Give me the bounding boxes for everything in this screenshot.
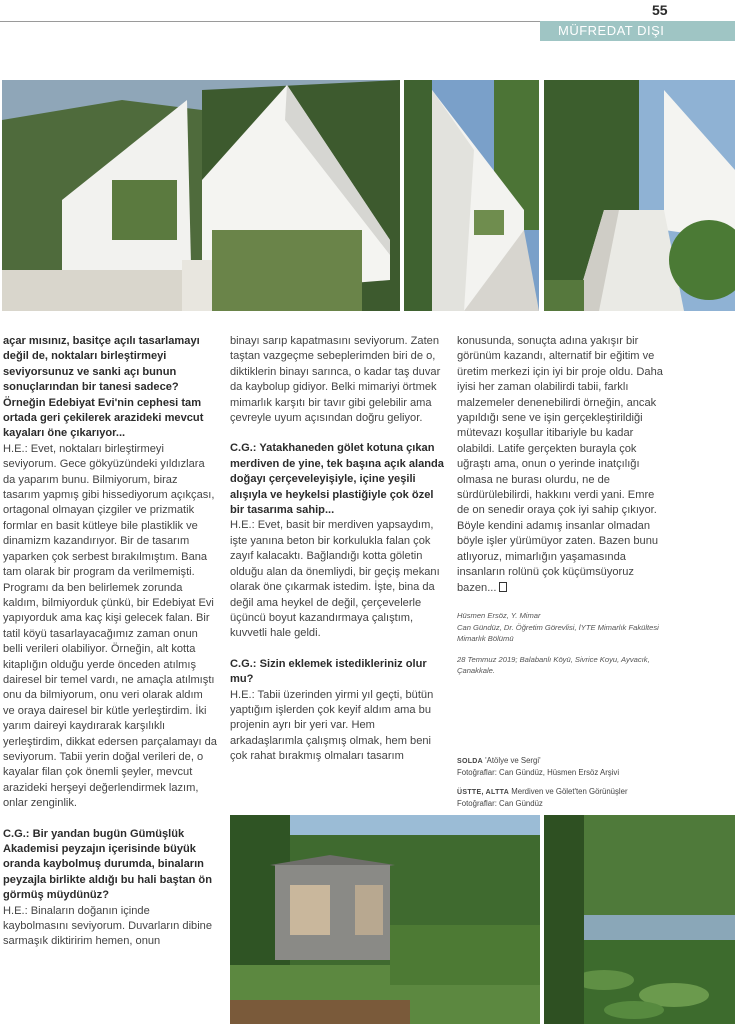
credit-person-2: Can Gündüz, Dr. Öğretim Görevlisi, İYTE Mimarlık Fakültesi Mimarlık Bölümü: [457, 622, 659, 643]
photo-pond-lilies: [544, 815, 735, 1024]
caption-title: Merdiven ve Gölet'ten Görünüşler: [511, 787, 628, 796]
column-2: [230, 334, 444, 765]
photo-stairs-left: [404, 80, 539, 311]
column-3: [457, 334, 669, 596]
photo-atelier: [2, 80, 400, 311]
page-number: 55: [652, 2, 668, 18]
section-banner: MÜFREDAT DIŞI: [540, 21, 735, 41]
photo-icon: [230, 815, 540, 1024]
answer-text: H.E.: Evet, noktaları birleştirmeyi seviyorum. Gece gökyüzündeki yıldızlara da yaparım bunu. Bilmiyorum, biraz tasarım yapmış gibi hissediyorum açıkçası, ortagonal olmayan çizgiler ve prizmatik formlar en basit kütleye bile plastiklik ve dinamizm kazandırıyor. Bir de tasarım yaparken çok serbest bırakılmıştım. Bana tam olarak bir program da verilmemişti. Programı da ben belirlemek zorunda kaldım, bilmiyorduk çünkü, bir Edebiyat Evi yapıyorduk ama kaç kişi gelecek falan. Bir tatil köyü tasarlayacağımız zaman onun belli verileri olabiliyor. Örneğin, alt kotta kitaplığın olduğu yerde önceden atılmış dairesel bir temel vardı, ne amaçla atılmıştı onu da bilmiyorum, onu veri olarak aldım ve oraya dairesel bir kütle yerleştirdim. İki yarım daireyi kaydırarak karşılıklı yerleştirdim, dikkat edersen parçalamayı da seviyorum. Tabii yerin doğal verileri de, o kayalar filan çok önemli şeyler, mevcut arazideki herşeyi değerlendirmek lazım, onlar zenginlik.: [3, 442, 217, 810]
credit-date-place: 28 Temmuz 2019; Balabanlı Köyü, Sivrice Koyu, Ayvacık, Çanakkale.: [457, 654, 650, 675]
end-mark-icon: [499, 582, 507, 592]
photo-stairs-right: [544, 80, 735, 311]
photo-pond-building: [230, 815, 540, 1024]
photo-icon: [404, 80, 539, 311]
caption-title: 'Atölye ve Sergi': [485, 756, 541, 765]
question-text: C.G.: Yatakhaneden gölet kotuna çıkan merdiven de yine, tek başına açık alanda doğayı çerçeveleyişiyle, içine yeşili alışıyla ve heykelsi plastiğiyle çok özel bir tasarıma sahip...: [230, 442, 444, 517]
photo-icon: [2, 80, 400, 311]
answer-text: konusunda, sonuçta adına yakışır bir görünüm kazandı, alternatif bir eğitim ve üretim merkezi için iyi bir proje oldu. Daha iyisi her zaman olabilirdi tabii, farklı malzemeler denenebilirdi örneğin, ancak yapıldığı sene ve işin gerçekleştirildiği mütevazı koşullar itibariyle bu kadar olabildi. Latife gerçekten burayla çok uğraştı ama, onun o yerinde inatçılığı olmasa ne burası olurdu, ne de sürdürülebilirdi, hakkını verdi yani. Emre de on senedir oraya çok iyi sahip çıkıyor. Böyle kendini adamış insanlar olmadan böyle işler yürümüyor zaten. Bazen bunu atlıyoruz, mimarlığın yaşamasında insanların rolünü çok küçümsüyoruz bazen...: [457, 335, 663, 594]
caption-photo-credit: Fotoğraflar: Can Gündüz: [457, 799, 543, 808]
photo-icon: [544, 815, 735, 1024]
answer-text: H.E.: Tabii üzerinden yirmi yıl geçti, bütün yaptığım işlerden çok keyif aldım ama bu projenin ayrı bir yeri var. Hem arkadaşlarımla çalışmış olmak, hem beni çok rahat bırakmış olmaları tasarım: [230, 688, 434, 763]
credit-person-1: Hüsmen Ersöz, Y. Mimar: [457, 611, 541, 620]
interview-credits: [457, 610, 672, 677]
caption-photo-credit: Fotoğraflar: Can Gündüz, Hüsmen Ersöz Arşivi: [457, 768, 620, 777]
question-text: C.G.: Sizin eklemek istedikleriniz olur mu?: [230, 657, 427, 686]
question-text: C.G.: Bir yandan bugün Gümüşlük Akademisi peyzajın içerisinde büyük oranda kaybolmuş durumda, binaların peyzajla birlikte aldığı bu hali baştan ön görmüş müydünüz?: [3, 827, 212, 902]
photo-icon: [544, 80, 735, 311]
answer-text: H.E.: Binaların doğanın içinde kaybolmasını seviyorum. Duvarların dibine sarmaşık diktiririm hemen, onun: [3, 904, 213, 948]
answer-text: binayı sarıp kapatmasını seviyorum. Zaten taştan vazgeçme sebeplerimden biri de o, diktiklerin binayı sarınca, o kadar taş duvar da kaybolup gidiyor. Belki mimariyi örtmek mimarlık karşıtı bir tavır gibi gelebilir ama çevreyle uyum açısından doğru geliyor.: [230, 335, 441, 425]
caption-top-bottom: [457, 786, 672, 809]
answer-text: H.E.: Evet, basit bir merdiven yapsaydım, işte yanına beton bir korkulukla falan çok zayıf kalacaktı. Bağlandığı kotta göletin olduğu alan da önemliydi, bir geçiş mekanı olarak öne çıkarmak istedim. İşte, bina da değil ama heykel de değil, çerçevelerle üçüncü boyut kazandırmaya çalıştım, kuvvetli hale geldi.: [230, 519, 440, 640]
caption-left: [457, 755, 672, 778]
question-text: açar mısınız, basitçe açılı tasarlamayı değil de, noktaları birleştirmeyi seviyorsunuz ve sanki açı bunun sonuçlarından bir tanesi sadece? Örneğin Edebiyat Evi'nin cephesi tam ortada geri çekilerek arazideki mevcut kayaları öne çıkarıyor...: [3, 335, 204, 440]
column-1: [3, 334, 217, 950]
caption-label: SOLDA: [457, 758, 483, 765]
caption-label: ÜSTTE, ALTTA: [457, 789, 510, 796]
